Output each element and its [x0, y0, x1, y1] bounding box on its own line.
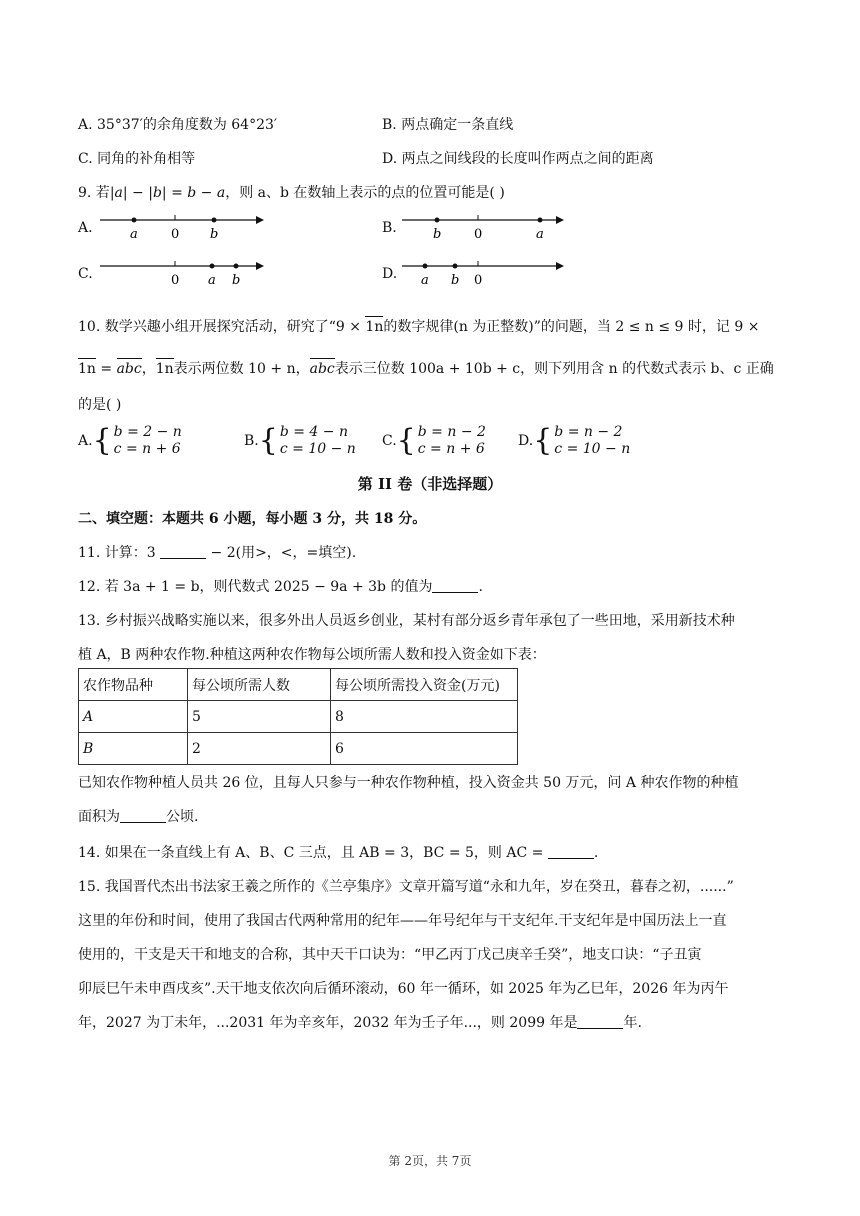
- q9-numberline-d: [400, 256, 570, 290]
- q10-option-c-c: c = n + 6: [417, 441, 485, 457]
- page-footer: 第 2页，共 7页: [388, 1154, 472, 1168]
- q9a-point-a: a: [130, 227, 138, 242]
- q10-option-a-b: b = 2 − n: [113, 424, 182, 440]
- q10-overline-1n: 1n: [365, 319, 384, 335]
- q14-answer-blank[interactable]: [548, 846, 594, 859]
- q10-option-c-label: C.: [382, 433, 397, 449]
- q10-option-a: A.{ b = 2 − n c = n + 6: [78, 423, 182, 458]
- q9c-point-0: 0: [171, 273, 180, 288]
- q13-answer-blank[interactable]: [120, 810, 166, 823]
- q8-option-a: A. 35°37′的余角度数为 64°23′: [78, 117, 278, 133]
- q9-stem: [78, 182, 505, 202]
- table-cell: 6: [331, 733, 518, 765]
- q10-overline-abc: abc: [116, 361, 142, 377]
- q9c-point-a: a: [208, 273, 216, 288]
- table-cell: 2: [188, 733, 331, 765]
- crop-table: [78, 668, 518, 765]
- q10-option-d-label: D.: [518, 433, 534, 449]
- q9b-point-a: a: [536, 227, 544, 242]
- q10-line3: 的是( ): [78, 397, 122, 413]
- q9a-point-b: b: [210, 227, 219, 242]
- q9-stem-pre: 9. 若: [78, 185, 110, 201]
- q10-option-a-label: A.: [78, 433, 93, 449]
- q14: [78, 842, 598, 862]
- q9b-point-0: 0: [474, 227, 483, 242]
- q8-option-d: D. 两点之间线段的长度叫作两点之间的距离: [382, 151, 654, 167]
- q9d-point-a: a: [421, 273, 429, 288]
- q13-line3: 已知农作物种植人员共 26 位，且每人只参与一种农作物种植，投入资金共 50 万元，问 A 种农作物的种植: [78, 775, 739, 791]
- q10-option-c-b: b = n − 2: [417, 424, 486, 440]
- table-header-cell: 每公顷所需人数: [188, 669, 331, 701]
- q15-answer-blank[interactable]: [577, 1016, 623, 1029]
- q10-overline-1n-b: 1n: [155, 361, 174, 377]
- q13-line2: 植 A，B 两种农作物.种植这两种农作物每公顷所需人数和投入资金如下表：: [78, 647, 546, 663]
- q13-line4-post: 公顷.: [166, 809, 199, 825]
- q12: [78, 576, 483, 596]
- q10-option-c: C.{ b = n − 2 c = n + 6: [382, 423, 486, 458]
- q13-line4: [78, 806, 198, 826]
- table-header-cell: 农作物品种: [79, 669, 188, 701]
- q15-line4: 卯辰巳午未申酉戌亥”.天干地支依次向后循环滚动，60 年一循环，如 2025 年为乙巳年，2026 年为丙午: [78, 981, 729, 997]
- q10-option-a-c: c = n + 6: [113, 441, 181, 457]
- section-title: 二、填空题：本题共 6 小题，每小题 3 分，共 18 分。: [78, 511, 427, 527]
- q10-line1-post: 的数字规律(n 为正整数)”的问题，当 2 ≤ n ≤ 9 时，记 9 ×: [383, 319, 760, 335]
- q12-pre: 12. 若 3a + 1 = b，则代数式 2025 − 9a + 3b 的值为: [78, 579, 433, 595]
- table-row: [79, 701, 518, 733]
- q11-answer-blank[interactable]: [160, 546, 206, 559]
- q12-answer-blank[interactable]: [432, 580, 478, 593]
- q10-option-b-b: b = 4 − n: [279, 424, 348, 440]
- q14-post: .: [593, 845, 599, 861]
- table-header-row: [79, 669, 518, 701]
- q10-three-digit: 表示三位数 100a + 10b + c，则下列用含 n 的代数式表示 b、c 正确: [334, 361, 774, 377]
- q10-overline-1n-a: 1n: [78, 361, 96, 377]
- q10-comma: ，: [141, 361, 156, 377]
- q10-line2: [78, 358, 774, 378]
- q14-pre: 14. 如果在一条直线上有 A、B、C 三点，且 AB = 3，BC = 5，则 AC =: [78, 845, 548, 861]
- table-cell: 5: [188, 701, 331, 733]
- q9-stem-expr: |a| − |b| = b − a: [109, 185, 226, 201]
- q10-line1: [78, 316, 759, 336]
- q9-numberline-b: [400, 210, 570, 244]
- q15-line5-post: 年.: [623, 1015, 642, 1031]
- q13-line1: 13. 乡村振兴战略实施以来，很多外出人员返乡创业，某村有部分返乡青年承包了一些田地，采用新技术种: [78, 613, 735, 629]
- q10-option-d: D.{ b = n − 2 c = 10 − n: [518, 423, 631, 458]
- q9-label-a: A.: [78, 220, 93, 236]
- q11-post: − 2(用>，<，=填空).: [206, 545, 357, 561]
- q10-option-b-c: c = 10 − n: [279, 441, 356, 457]
- q9-stem-post: ，则 a、b 在数轴上表示的点的位置可能是( ): [225, 185, 505, 201]
- q13-line4-pre: 面积为: [78, 809, 120, 825]
- q15-line2: 这里的年份和时间，使用了我国古代两种常用的纪年——年号纪年与干支纪年.干支纪年是中国历法上一直: [78, 913, 727, 929]
- q8-option-c: C. 同角的补角相等: [78, 151, 196, 167]
- q9a-point-0: 0: [171, 227, 180, 242]
- table-row: [79, 733, 518, 765]
- table-cell: B: [79, 733, 188, 765]
- q9-numberline-a: [98, 210, 268, 244]
- q15-line3: 使用的，干支是天干和地支的合称，其中天干口诀为：“甲乙丙丁戊己庚辛壬癸”，地支口诀：“子丑寅: [78, 947, 702, 963]
- table-cell: 8: [331, 701, 518, 733]
- q10-eq: =: [95, 361, 117, 377]
- q10-line1-pre: 10. 数学兴趣小组开展探究活动，研究了“9 ×: [78, 319, 366, 335]
- q9d-point-0: 0: [474, 273, 483, 288]
- q9c-point-b: b: [232, 273, 241, 288]
- q9b-point-b: b: [433, 227, 442, 242]
- q15-line5: [78, 1012, 642, 1032]
- q10-option-d-b: b = n − 2: [554, 424, 623, 440]
- q11: [78, 542, 356, 562]
- q8-option-b: B. 两点确定一条直线: [382, 117, 514, 133]
- q15-line5-pre: 年，2027 为丁未年，...2031 年为辛亥年，2032 年为壬子年...，则 2099 年是: [78, 1015, 578, 1031]
- q9-label-d: D.: [382, 266, 398, 282]
- part2-title: 第 II 卷（非选择题）: [357, 475, 503, 493]
- q10-overline-abc-b: abc: [309, 361, 335, 377]
- table-cell: A: [79, 701, 188, 733]
- q9d-point-b: b: [451, 273, 460, 288]
- q12-post: .: [478, 579, 483, 595]
- q9-label-b: B.: [382, 220, 397, 236]
- q10-option-b-label: B.: [244, 433, 259, 449]
- q9-label-c: C.: [78, 266, 93, 282]
- q10-option-b: B.{ b = 4 − n c = 10 − n: [244, 423, 356, 458]
- q15-line1: 15. 我国晋代杰出书法家王羲之所作的《兰亭集序》文章开篇写道“永和九年，岁在癸丑，暮春之初，......”: [78, 879, 734, 895]
- q10-option-d-c: c = 10 − n: [554, 441, 631, 457]
- q9-numberline-c: [98, 256, 268, 290]
- q11-pre: 11. 计算：3: [78, 545, 161, 561]
- q10-two-digit: 表示两位数 10 + n，: [173, 361, 310, 377]
- table-header-cell: 每公顷所需投入资金(万元): [331, 669, 518, 701]
